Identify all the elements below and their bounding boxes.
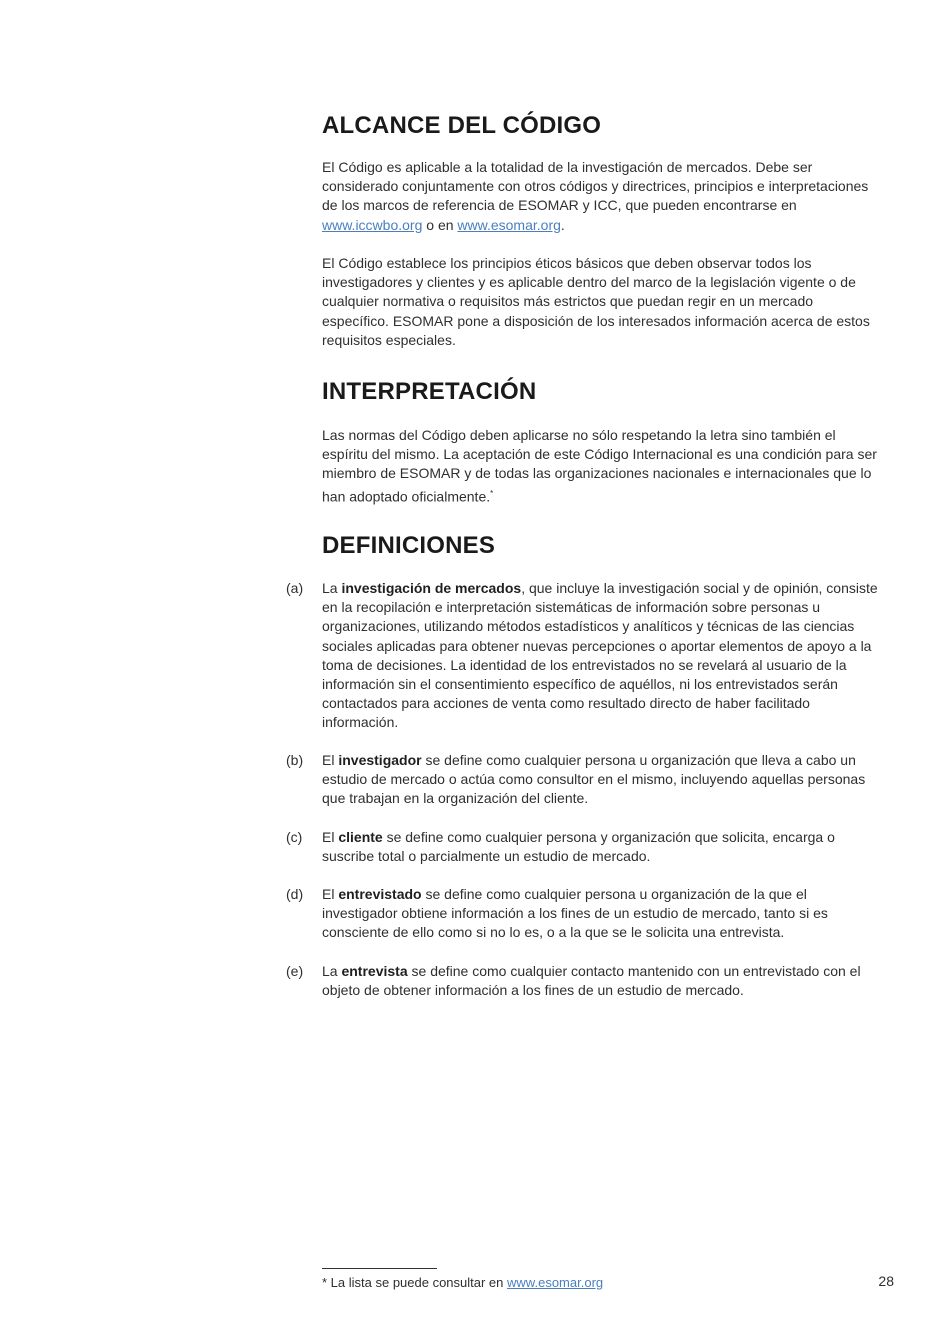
alcance-paragraph-2: El Código establece los principios éticos básicos que deben observar todos los investigadores y clientes y es aplicable dentro del marco de la legislación vigente o de cualquier normativa o requisitos más estrictos que puedan regir en un mercado específico. ESOMAR pone a disposición de los interesados información acerca de estos requisitos especiales. <box>322 255 870 348</box>
alcance-p1-mid: o en <box>426 216 454 233</box>
footnote-text: * La lista se puede consultar en <box>322 1275 504 1290</box>
definition-pre: El <box>322 829 335 845</box>
footnote-esomar-link[interactable]: www.esomar.org <box>507 1275 604 1290</box>
definition-pre: La <box>322 580 338 596</box>
interpretacion-p1-text: Las normas del Código deben aplicarse no sólo respetando la letra sino también el espíritu del mismo. La aceptación de este Código Internacional es una condición para ser miembro de ESOMAR y de todas las organizaciones nacionales e internacionales que lo han adoptado oficialmente. <box>322 427 877 505</box>
definition-term: entrevista <box>341 963 408 979</box>
definition-label: (d) <box>286 886 304 902</box>
definition-term: investigación de mercados <box>341 580 522 596</box>
definition-text <box>322 885 882 943</box>
definition-text <box>322 962 882 1000</box>
footnote-divider <box>322 1268 437 1269</box>
definition-text <box>322 828 882 866</box>
alcance-p1-end: . <box>560 216 565 233</box>
definition-term: cliente <box>338 829 383 845</box>
section-title-interpretacion: INTERPRETACIÓN <box>322 378 537 405</box>
definition-text <box>322 579 882 733</box>
definition-text <box>322 751 882 809</box>
definition-pre: El <box>322 886 335 902</box>
alcance-p1-text: El Código es aplicable a la totalidad de la investigación de mercados. Debe ser considerado conjuntamente con otros códigos y directrices, principios e interpretaciones de los marcos de referencia de ESOMAR y ICC, que pueden encontrarse en <box>322 159 869 214</box>
footnote-marker: * <box>490 488 494 498</box>
interpretacion-paragraph <box>322 426 882 506</box>
definition-label: (a) <box>286 580 304 596</box>
definition-term: investigador <box>338 752 422 768</box>
page-number: 28 <box>878 1273 894 1289</box>
definition-post: se define como cualquier persona u organización que lleva a cabo un estudio de mercado o actúa como consultor en el mismo, incluyendo aquellas personas que trabajan en la organización del cliente. <box>322 752 866 807</box>
esomar-link[interactable]: www.esomar.org <box>457 216 561 233</box>
definition-term: entrevistado <box>338 886 422 902</box>
definition-post: se define como cualquier contacto mantenido con un entrevistado con el objeto de obtener información a los fines de un estudio de mercado. <box>322 963 861 999</box>
definition-post: se define como cualquier persona u organización de la que el investigador obtiene información a los fines de un estudio de mercado, tanto si es consciente de ello como si no lo es, o a la que se le solicita una entrevista. <box>322 886 828 941</box>
definition-post: se define como cualquier persona y organización que solicita, encarga o suscribe total o parcialmente un estudio de mercado. <box>322 829 835 865</box>
section-title-definiciones: DEFINICIONES <box>322 532 496 559</box>
definition-post: , que incluye la investigación social y de opinión, consiste en la recopilación e interpretación sistemáticas de información sobre personas u organizaciones, utilizando métodos estadísticos y analíticos y técnicas de las ciencias sociales aplicadas para obtener nuevas percepciones o aportar elementos de apoyo a la toma de decisiones. La identidad de los entrevistados no se revelará al usuario de la información sin el consentimiento específico de aquéllos, ni los entrevistados serán contactados para acciones de venta como resultado directo de haber facilitado información. <box>322 580 878 731</box>
definition-label: (e) <box>286 963 304 979</box>
footnote <box>322 1275 603 1291</box>
definition-pre: El <box>322 752 335 768</box>
definition-pre: La <box>322 963 338 979</box>
alcance-paragraph-1 <box>322 158 882 235</box>
iccwbo-link[interactable]: www.iccwbo.org <box>322 216 423 233</box>
definition-label: (b) <box>286 752 304 768</box>
section-title-alcance: ALCANCE DEL CÓDIGO <box>322 112 602 139</box>
definition-label: (c) <box>286 829 303 845</box>
